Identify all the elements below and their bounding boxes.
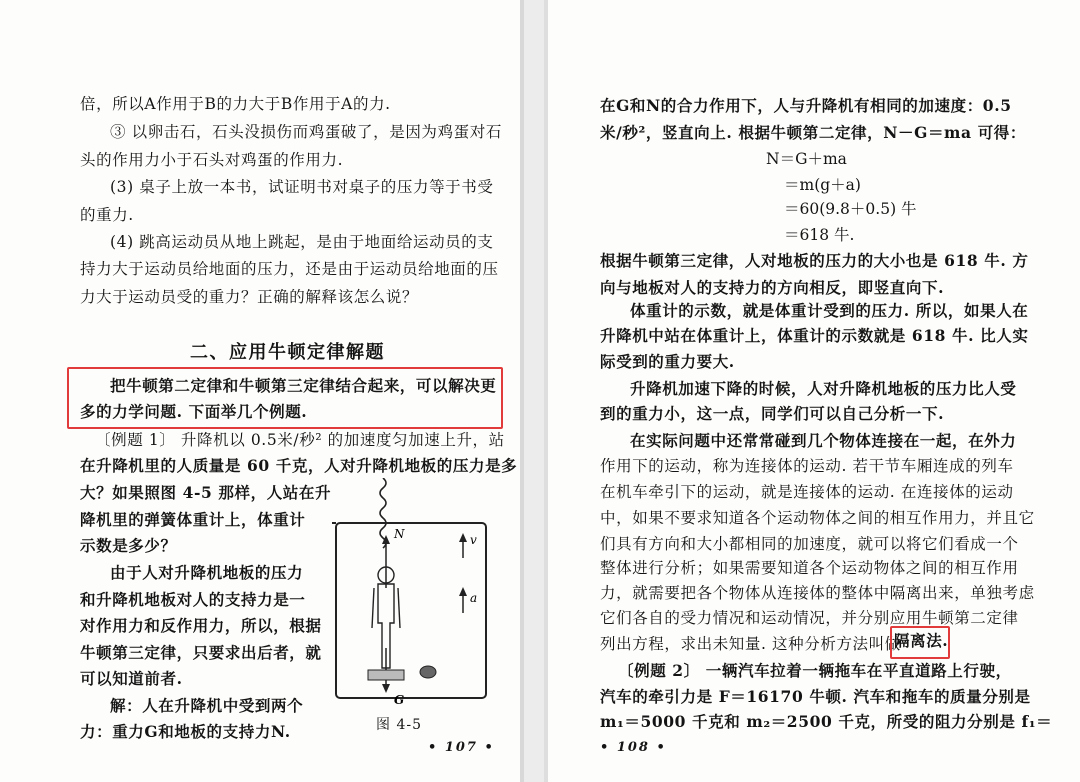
equation-line: ＝m(g＋a) [784, 176, 861, 194]
text-line: 升降机加速下降的时候，人对升降机地板的压力比人受 [630, 379, 1017, 398]
example-line: 牛顿第三定律，只要求出后者，就 [80, 643, 322, 662]
text-line: 到的重力小，这一点，同学们可以自己分析一下. [600, 404, 945, 423]
text-line: 力大于运动员受的重力？正确的解释该怎么说？ [80, 288, 419, 306]
page-number: • 107 • [428, 740, 495, 755]
book-gutter [520, 0, 548, 782]
example-line: 对作用力和反作用力，所以，根据 [80, 616, 322, 635]
figure-label-v: v [470, 533, 477, 547]
text-line: 际受到的重力要大. [600, 352, 735, 371]
example-line: 力：重力G和地板的支持力N. [80, 722, 291, 741]
example-line: 和升降机地板对人的支持力是一 [80, 590, 306, 609]
equation-line: N＝G＋ma [766, 150, 847, 168]
text-line: (3) 桌子上放一本书，试证明书对桌子的压力等于书受 [110, 178, 494, 196]
example-line: 大？如果照图 4-5 那样，人站在升 [80, 483, 332, 502]
equation-line: ＝60(9.8＋0.5) 牛 [784, 200, 917, 218]
scale-icon [368, 670, 404, 680]
text-line: 们具有方向和大小都相同的加速度，就可以将它们看成一个 [600, 535, 1019, 553]
highlighted-text-line: 多的力学问题. 下面举几个例题. [80, 402, 308, 421]
elevator-figure [328, 478, 508, 708]
example-line: 可以知道前者. [80, 669, 183, 688]
text-line: 根据牛顿第三定律，人对地板的压力的大小也是 618 牛. 方 [600, 251, 1029, 270]
example-line: 降机里的弹簧体重计上，体重计 [80, 510, 306, 529]
ball-icon [420, 666, 436, 678]
figure-label-G: G [394, 693, 405, 707]
text-line: 在机车牵引下的运动，就是连接体的运动. 在连接体的运动 [600, 483, 1014, 501]
text-line: 在G和N的合力作用下，人与升降机有相同的加速度：0.5 [600, 96, 1012, 115]
text-line: 的重力. [80, 206, 134, 224]
example-line: 示数是多少？ [80, 536, 177, 555]
figure-label-N: N [394, 527, 405, 541]
text-line: 倍，所以A作用于B的力大于B作用于A的力. [80, 95, 391, 113]
text-line: 向与地板对人的支持力的方向相反，即竖直向下. [600, 278, 945, 297]
example-line: 汽车的牵引力是 F＝16170 牛顿. 汽车和拖车的质量分别是 [600, 687, 1031, 706]
text-line: 作用下的运动，称为连接体的运动. 若干节车厢连成的列车 [600, 457, 1014, 475]
highlighted-term: 隔离法. [894, 631, 949, 650]
text-line: 持力大于运动员给地面的压力，还是由于运动员给地面的压 [80, 260, 499, 278]
text-line: 整体进行分析；如果需要知道各个运动物体之间的相互作用 [600, 559, 1019, 577]
example-line: m₁＝5000 千克和 m₂＝2500 千克，所受的阻力分别是 f₁＝ [600, 712, 1053, 731]
text-line: 它们各自的受力情况和运动情况，并分别应用牛顿第二定律 [600, 609, 1019, 627]
example-line: 〔例题 2〕 一辆汽车拉着一辆拖车在平直道路上行驶， [618, 661, 1012, 680]
text-line: ③ 以卵击石，石头没损伤而鸡蛋破了，是因为鸡蛋对石 [110, 123, 502, 141]
text-line: 体重计的示数，就是体重计受到的压力. 所以，如果人在 [630, 301, 1029, 320]
text-line: 力，就需要把各个物体从连接体的整体中隔离出来，单独考虑 [600, 584, 1035, 602]
text-line: 米/秒²，竖直向上. 根据牛顿第二定律，N－G＝ma 可得： [600, 123, 1026, 142]
section-heading: 二、应用牛顿定律解题 [190, 342, 385, 363]
example-line: 在升降机里的人质量是 60 千克，人对升降机地板的压力是多 [80, 456, 518, 475]
text-line: 列出方程，求出未知量. 这种分析方法叫做 [600, 635, 901, 653]
example-line: 由于人对升降机地板的压力 [110, 563, 304, 582]
page-number: • 108 • [600, 740, 667, 755]
equation-line: ＝618 牛. [784, 226, 855, 244]
figure-caption: 图 4-5 [376, 717, 422, 733]
left-page [0, 0, 520, 782]
right-page [548, 0, 1080, 782]
highlighted-text-line: 把牛顿第二定律和牛顿第三定律结合起来，可以解决更 [110, 376, 497, 395]
text-line: (4) 跳高运动员从地上跳起，是由于地面给运动员的支 [110, 233, 494, 251]
example-line: 〔例题 1〕 升降机以 0.5米/秒² 的加速度匀加速上升，站 [95, 431, 505, 449]
text-line: 头的作用力小于石头对鸡蛋的作用力. [80, 151, 344, 169]
text-line: 升降机中站在体重计上，体重计的示数就是 618 牛. 比人实 [600, 326, 1029, 345]
example-line: 解：人在升降机中受到两个 [110, 696, 304, 715]
text-line: 中，如果不要求知道各个运动物体之间的相互作用力，并且它 [600, 509, 1035, 527]
figure-label-a: a [470, 591, 478, 605]
text-line: 在实际问题中还常常碰到几个物体连接在一起，在外力 [630, 431, 1017, 450]
